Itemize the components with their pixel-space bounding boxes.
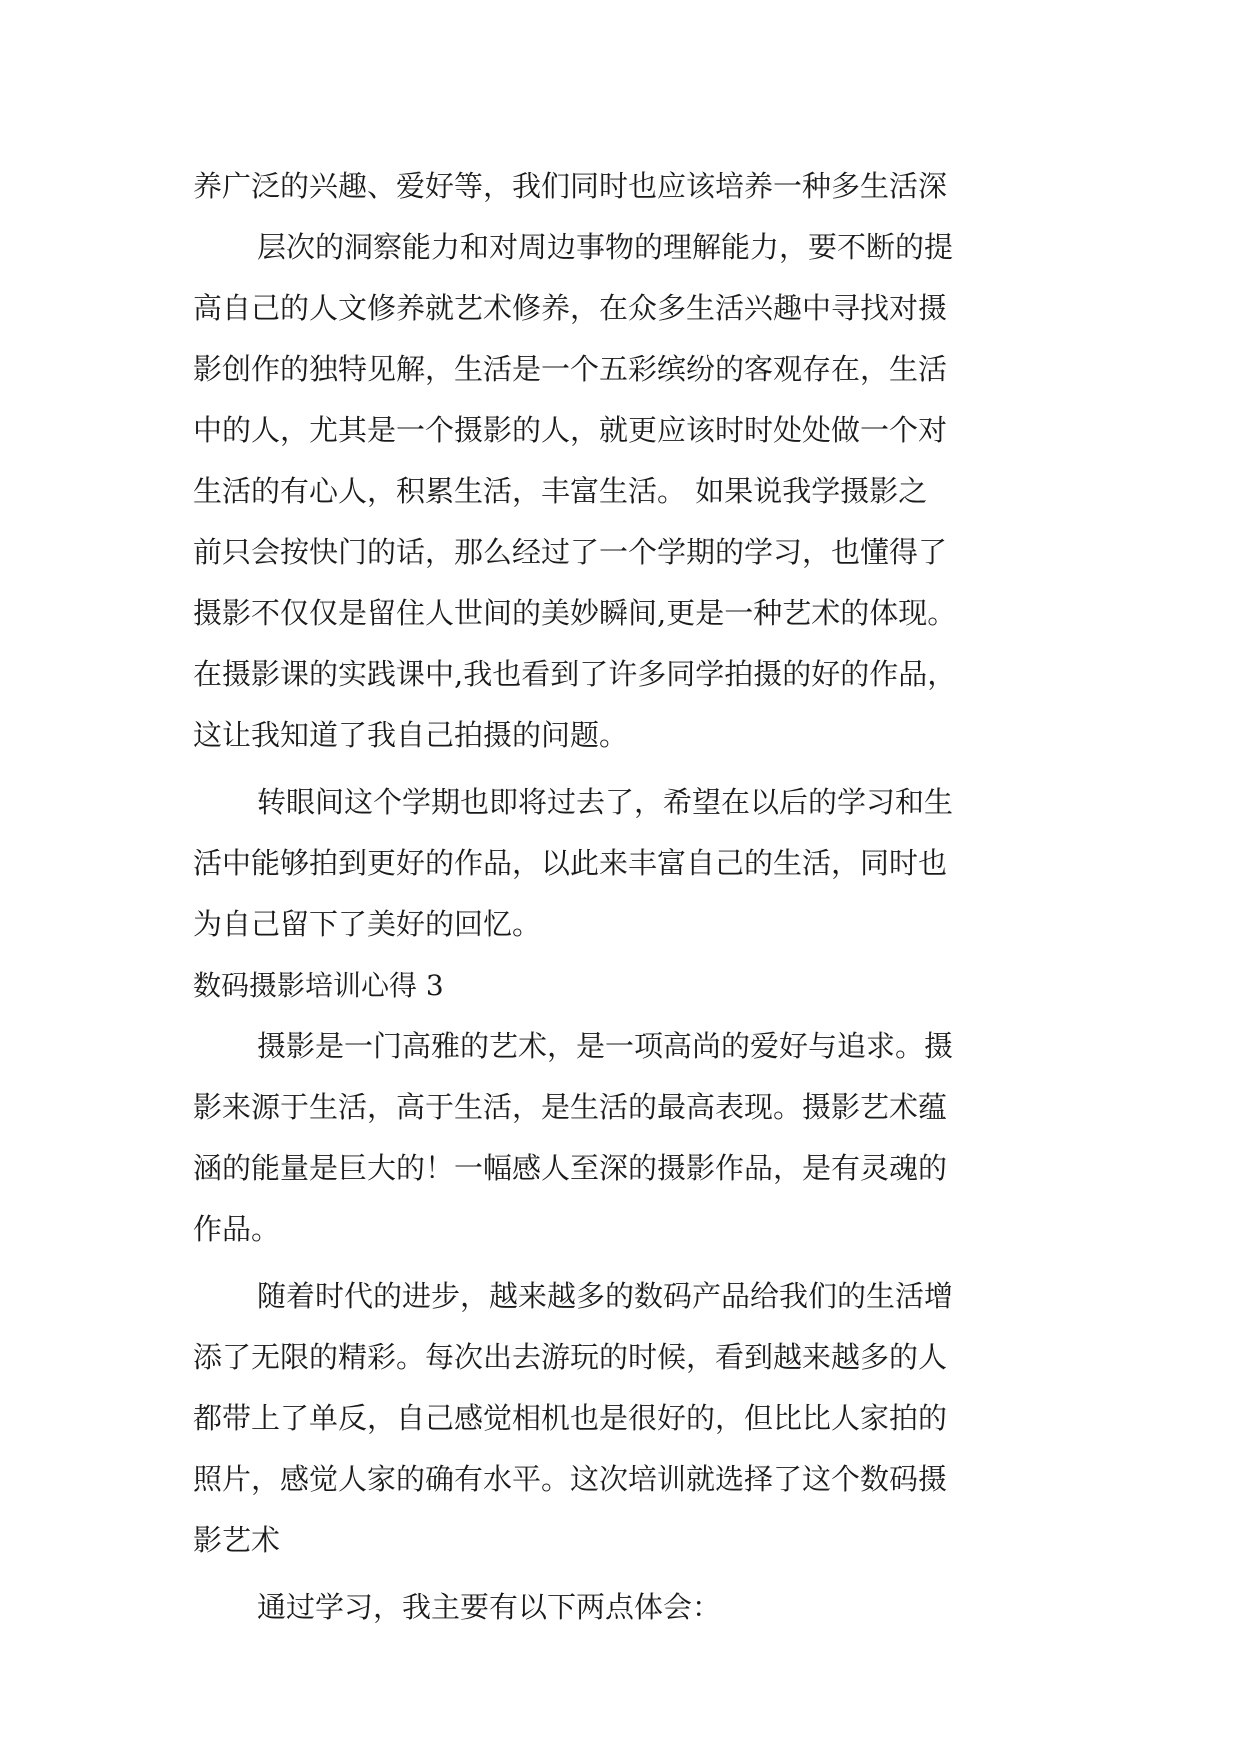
paragraph-line: 影创作的独特见解，生活是一个五彩缤纷的客观存在，生活 xyxy=(193,352,948,386)
paragraph-line: 高自己的人文修养就艺术修养，在众多生活兴趣中寻找对摄 xyxy=(193,291,948,325)
paragraph-line: 转眼间这个学期也即将过去了，希望在以后的学习和生 xyxy=(257,785,954,819)
paragraph-line: 随着时代的进步，越来越多的数码产品给我们的生活增 xyxy=(257,1279,954,1313)
paragraph-line: 影艺术 xyxy=(193,1523,281,1557)
paragraph-line: 照片，感觉人家的确有水平。这次培训就选择了这个数码摄 xyxy=(193,1462,948,1496)
paragraph-line: 前只会按快门的话，那么经过了一个学期的学习，也懂得了 xyxy=(193,535,948,569)
paragraph-line: 在摄影课的实践课中,我也看到了许多同学拍摄的好的作品， xyxy=(193,657,957,691)
paragraph-line: 作品。 xyxy=(193,1212,281,1246)
paragraph-line: 中的人，尤其是一个摄影的人，就更应该时时处处做一个对 xyxy=(193,413,948,447)
paragraph-line: 为自己留下了美好的回忆。 xyxy=(193,907,542,941)
paragraph-line: 这让我知道了我自己拍摄的问题。 xyxy=(193,718,629,752)
paragraph-line: 层次的洞察能力和对周边事物的理解能力，要不断的提 xyxy=(257,230,954,264)
document-page xyxy=(193,156,1053,1638)
paragraph-line: 添了无限的精彩。每次出去游玩的时候，看到越来越多的人 xyxy=(193,1340,948,1374)
paragraph-line: 通过学习，我主要有以下两点体会： xyxy=(257,1590,722,1624)
paragraph-line: 涵的能量是巨大的！一幅感人至深的摄影作品，是有灵魂的 xyxy=(193,1151,948,1185)
paragraph-line: 影来源于生活，高于生活，是生活的最高表现。摄影艺术蕴 xyxy=(193,1090,948,1124)
paragraph-line: 摄影是一门高雅的艺术，是一项高尚的爱好与追求。摄 xyxy=(257,1029,954,1063)
paragraph-line: 生活的有心人，积累生活，丰富生活。 如果说我学摄影之 xyxy=(193,474,928,508)
paragraph-line: 都带上了单反，自己感觉相机也是很好的，但比比人家拍的 xyxy=(193,1401,948,1435)
section-heading: 数码摄影培训心得 3 xyxy=(193,969,444,1002)
paragraph-line: 活中能够拍到更好的作品，以此来丰富自己的生活，同时也 xyxy=(193,846,948,880)
paragraph-line: 摄影不仅仅是留住人世间的美妙瞬间,更是一种艺术的体现。 xyxy=(193,596,957,630)
paragraph-line: 养广泛的兴趣、爱好等，我们同时也应该培养一种多生活深 xyxy=(193,169,948,203)
